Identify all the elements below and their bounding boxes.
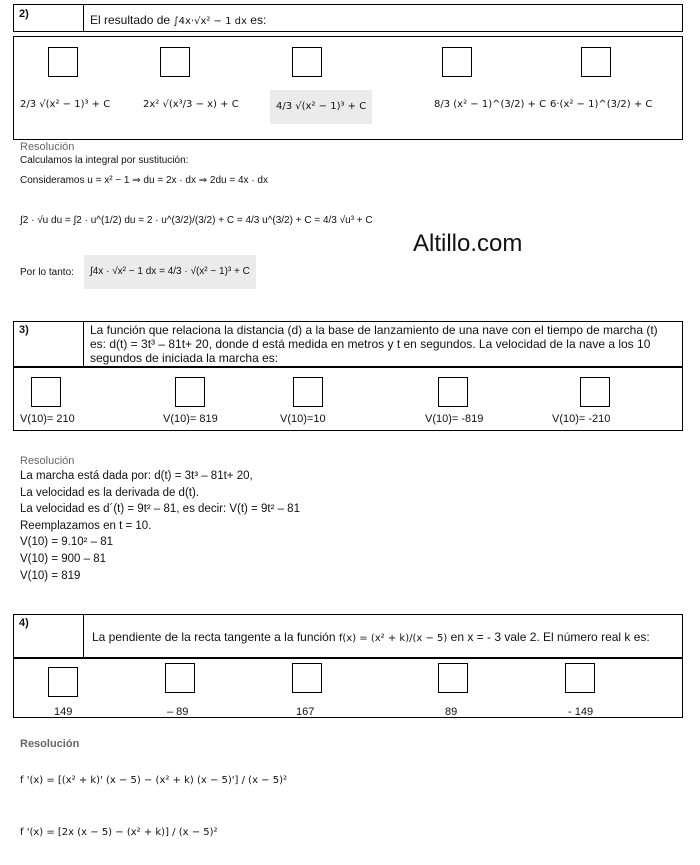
q4-resolution-title: Resolución <box>20 738 80 750</box>
q2-option-1-checkbox[interactable] <box>48 47 78 77</box>
q2-number: 2) <box>19 8 29 20</box>
q3-res-line-3: La velocidad es d´(t) = 9t² – 81, es decir: V(t) = 9t² – 81 <box>20 503 300 515</box>
q2-option-1-label: 2/3 √(x² − 1)³ + C <box>20 99 111 110</box>
q4-number: 4) <box>19 617 29 629</box>
q4-option-5-label: - 149 <box>568 706 594 718</box>
q3-option-5-checkbox[interactable] <box>580 377 610 407</box>
q4-question: La pendiente de la recta tangente a la función f(x) = (x² + k)/(x − 5) en x = - 3 vale 2. El número real k es: <box>92 630 650 644</box>
q2-option-3-label: 4/3 √(x² − 1)³ + C <box>270 90 372 124</box>
q3-option-2-checkbox[interactable] <box>175 377 205 407</box>
q3-option-4-checkbox[interactable] <box>438 377 468 407</box>
q3-res-line-7: V(10) = 819 <box>20 570 81 582</box>
q2-res-line-5: ∫4x · √x² − 1 dx = 4/3 · √(x² − 1)³ + C <box>84 255 256 289</box>
q3-res-line-4: Reemplazamos en t = 10. <box>20 520 152 532</box>
q3-res-line-6: V(10) = 900 – 81 <box>20 553 106 565</box>
q2-res-line-2: Consideramos u = x² − 1 ⇒ du = 2x · dx ⇒ 2du = 4x · dx <box>20 175 268 186</box>
q2-option-4-checkbox[interactable] <box>442 47 472 77</box>
q3-option-1-label: V(10)= 210 <box>20 413 75 425</box>
q3-option-3-checkbox[interactable] <box>293 377 323 407</box>
q3-resolution-title: Resolución <box>20 455 75 467</box>
q3-option-4-label: V(10)= -819 <box>425 413 484 425</box>
q4-option-2-checkbox[interactable] <box>165 663 195 693</box>
q2-res-line-4: Por lo tanto: <box>20 267 74 278</box>
q2-option-2-label: 2x² √(x³/3 − x) + C <box>143 99 239 110</box>
q3-option-3-label: V(10)=10 <box>280 413 326 425</box>
q4-option-1-checkbox[interactable] <box>48 667 78 697</box>
q3-res-line-2: La velocidad es la derivada de d(t). <box>20 487 199 499</box>
q2-option-2-checkbox[interactable] <box>160 47 190 77</box>
q3-option-1-checkbox[interactable] <box>31 377 61 407</box>
q3-number: 3) <box>19 324 29 336</box>
q4-option-1-label: 149 <box>54 706 73 718</box>
q4-res-line-2: f '(x) = [2x (x − 5) − (x² + k)] / (x − 5)² <box>20 827 218 838</box>
q2-option-5-label: 6·(x² − 1)^(3/2) + C <box>550 99 653 110</box>
q4-option-4-label: 89 <box>445 706 458 718</box>
q3-question: La función que relaciona la distancia (d) a la base de lanzamiento de una nave con el tiempo de marcha (t) es: d(t) = 3t³ – 81t+ 20, donde d está medida en metros y t en segundos. La velocidad de la nave a los 10 segundos de iniciada la marcha es: <box>90 323 658 365</box>
q2-res-line-3: ∫2 · √u du = ∫2 · u^(1/2) du = 2 · u^(3/2)/(3/2) + C = 4/3 u^(3/2) + C = 4/3 √u³ + C <box>20 215 373 226</box>
q2-header-divider <box>83 4 84 32</box>
watermark: Altillo.com <box>413 230 523 257</box>
q2-resolution-title: Resolución <box>20 141 75 153</box>
q3-option-5-label: V(10)= -210 <box>552 413 611 425</box>
q4-option-2-label: – 89 <box>167 706 189 718</box>
q2-question: El resultado de ∫4x·√x² − 1 dx es: <box>90 13 267 27</box>
q4-res-line-1: f '(x) = [(x² + k)' (x − 5) − (x² + k) (x − 5)'] / (x − 5)² <box>20 775 288 786</box>
q3-header-divider <box>83 321 84 367</box>
q4-option-3-label: 167 <box>296 706 315 718</box>
q2-option-3-checkbox[interactable] <box>292 47 322 77</box>
q2-option-4-label: 8/3 (x² − 1)^(3/2) + C <box>434 99 547 110</box>
q4-header-divider <box>83 614 84 658</box>
q3-res-line-5: V(10) = 9.10² – 81 <box>20 536 114 548</box>
q2-option-5-checkbox[interactable] <box>581 47 611 77</box>
q4-option-5-checkbox[interactable] <box>565 663 595 693</box>
q2-res-line-1: Calculamos la integral por sustitución: <box>20 155 189 166</box>
q4-option-4-checkbox[interactable] <box>438 663 468 693</box>
q4-option-3-checkbox[interactable] <box>292 663 322 693</box>
q3-option-2-label: V(10)= 819 <box>163 413 218 425</box>
q3-res-line-1: La marcha está dada por: d(t) = 3t³ – 81t+ 20, <box>20 470 253 482</box>
